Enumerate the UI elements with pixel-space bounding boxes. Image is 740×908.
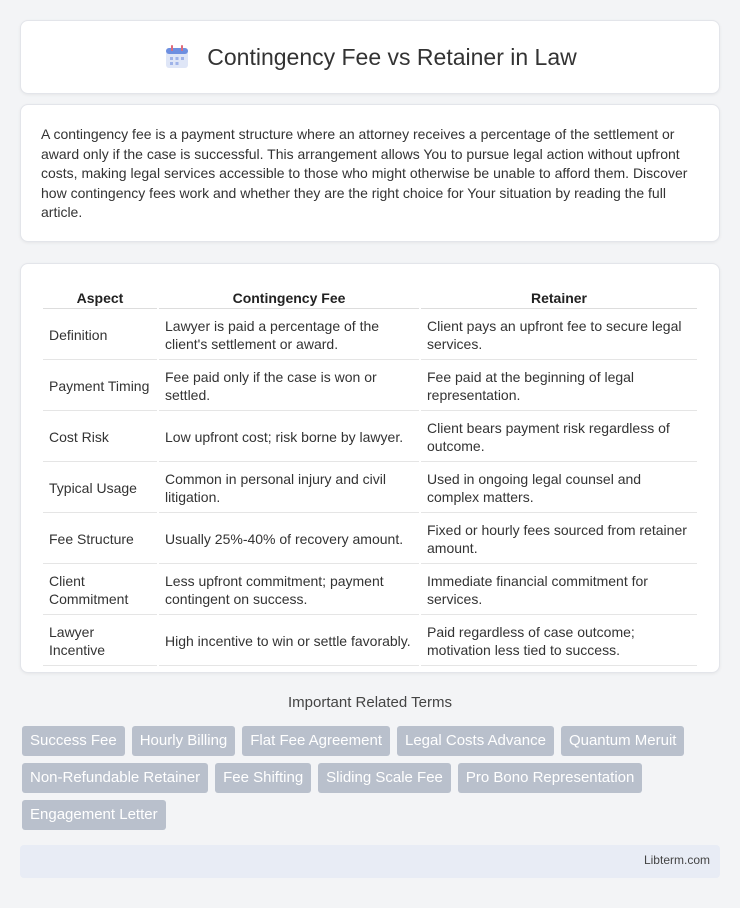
row-contingency: High incentive to win or settle favorably. — [159, 617, 419, 666]
row-retainer: Client bears payment risk regardless of outcome. — [421, 413, 697, 462]
row-retainer: Paid regardless of case outcome; motivation less tied to success. — [421, 617, 697, 666]
row-aspect: Definition — [43, 311, 157, 360]
row-aspect: Cost Risk — [43, 413, 157, 462]
row-aspect: Typical Usage — [43, 464, 157, 513]
related-terms-section — [0, 694, 740, 711]
row-retainer: Fixed or hourly fees sourced from retainer amount. — [421, 515, 697, 564]
row-aspect: Lawyer Incentive — [43, 617, 157, 666]
table-header-row — [43, 286, 697, 309]
related-tags — [22, 726, 722, 830]
tag-fee-shifting[interactable]: Fee Shifting — [215, 763, 311, 793]
tag-engagement-letter[interactable]: Engagement Letter — [22, 800, 166, 830]
calendar-icon — [163, 43, 191, 71]
comparison-table — [41, 284, 699, 668]
row-contingency: Usually 25%-40% of recovery amount. — [159, 515, 419, 564]
tag-success-fee[interactable]: Success Fee — [22, 726, 125, 756]
row-aspect: Fee Structure — [43, 515, 157, 564]
tag-flat-fee-agreement[interactable]: Flat Fee Agreement — [242, 726, 390, 756]
row-aspect: Client Commitment — [43, 566, 157, 615]
header-retainer: Retainer — [421, 286, 697, 309]
footer — [20, 845, 720, 878]
header-contingency-fee: Contingency Fee — [159, 286, 419, 309]
table-row — [43, 566, 697, 615]
tag-quantum-meruit[interactable]: Quantum Meruit — [561, 726, 685, 756]
table-row — [43, 362, 697, 411]
table-row — [43, 515, 697, 564]
row-contingency: Common in personal injury and civil litigation. — [159, 464, 419, 513]
related-terms-title: Important Related Terms — [288, 694, 452, 711]
intro-card — [20, 104, 720, 242]
intro-text: A contingency fee is a payment structure where an attorney receives a percentage of the settlement or award only if the case is successful. This arrangement allows You to pursue legal action without upfront costs, making legal services accessible to those who might otherwise be unable to afford them. Discover how contingency fees work and whether they are the right choice for Your situation by reading the full article. — [41, 126, 688, 220]
table-row — [43, 413, 697, 462]
row-retainer: Used in ongoing legal counsel and complex matters. — [421, 464, 697, 513]
row-contingency: Lawyer is paid a percentage of the client's settlement or award. — [159, 311, 419, 360]
tag-hourly-billing[interactable]: Hourly Billing — [132, 726, 236, 756]
row-contingency: Less upfront commitment; payment contingent on success. — [159, 566, 419, 615]
row-aspect: Payment Timing — [43, 362, 157, 411]
table-row — [43, 617, 697, 666]
tag-non-refundable-retainer[interactable]: Non-Refundable Retainer — [22, 763, 208, 793]
tag-legal-costs-advance[interactable]: Legal Costs Advance — [397, 726, 554, 756]
row-retainer: Fee paid at the beginning of legal representation. — [421, 362, 697, 411]
tag-pro-bono-representation[interactable]: Pro Bono Representation — [458, 763, 642, 793]
row-retainer: Client pays an upfront fee to secure legal services. — [421, 311, 697, 360]
comparison-table-card — [20, 263, 720, 673]
table-row — [43, 311, 697, 360]
header-aspect: Aspect — [43, 286, 157, 309]
table-row — [43, 464, 697, 513]
row-contingency: Fee paid only if the case is won or settled. — [159, 362, 419, 411]
row-contingency: Low upfront cost; risk borne by lawyer. — [159, 413, 419, 462]
row-retainer: Immediate financial commitment for services. — [421, 566, 697, 615]
footer-site-link[interactable]: Libterm.com — [643, 853, 710, 867]
header-card — [20, 20, 720, 94]
tag-sliding-scale-fee[interactable]: Sliding Scale Fee — [318, 763, 451, 793]
page-title: Contingency Fee vs Retainer in Law — [207, 43, 577, 70]
